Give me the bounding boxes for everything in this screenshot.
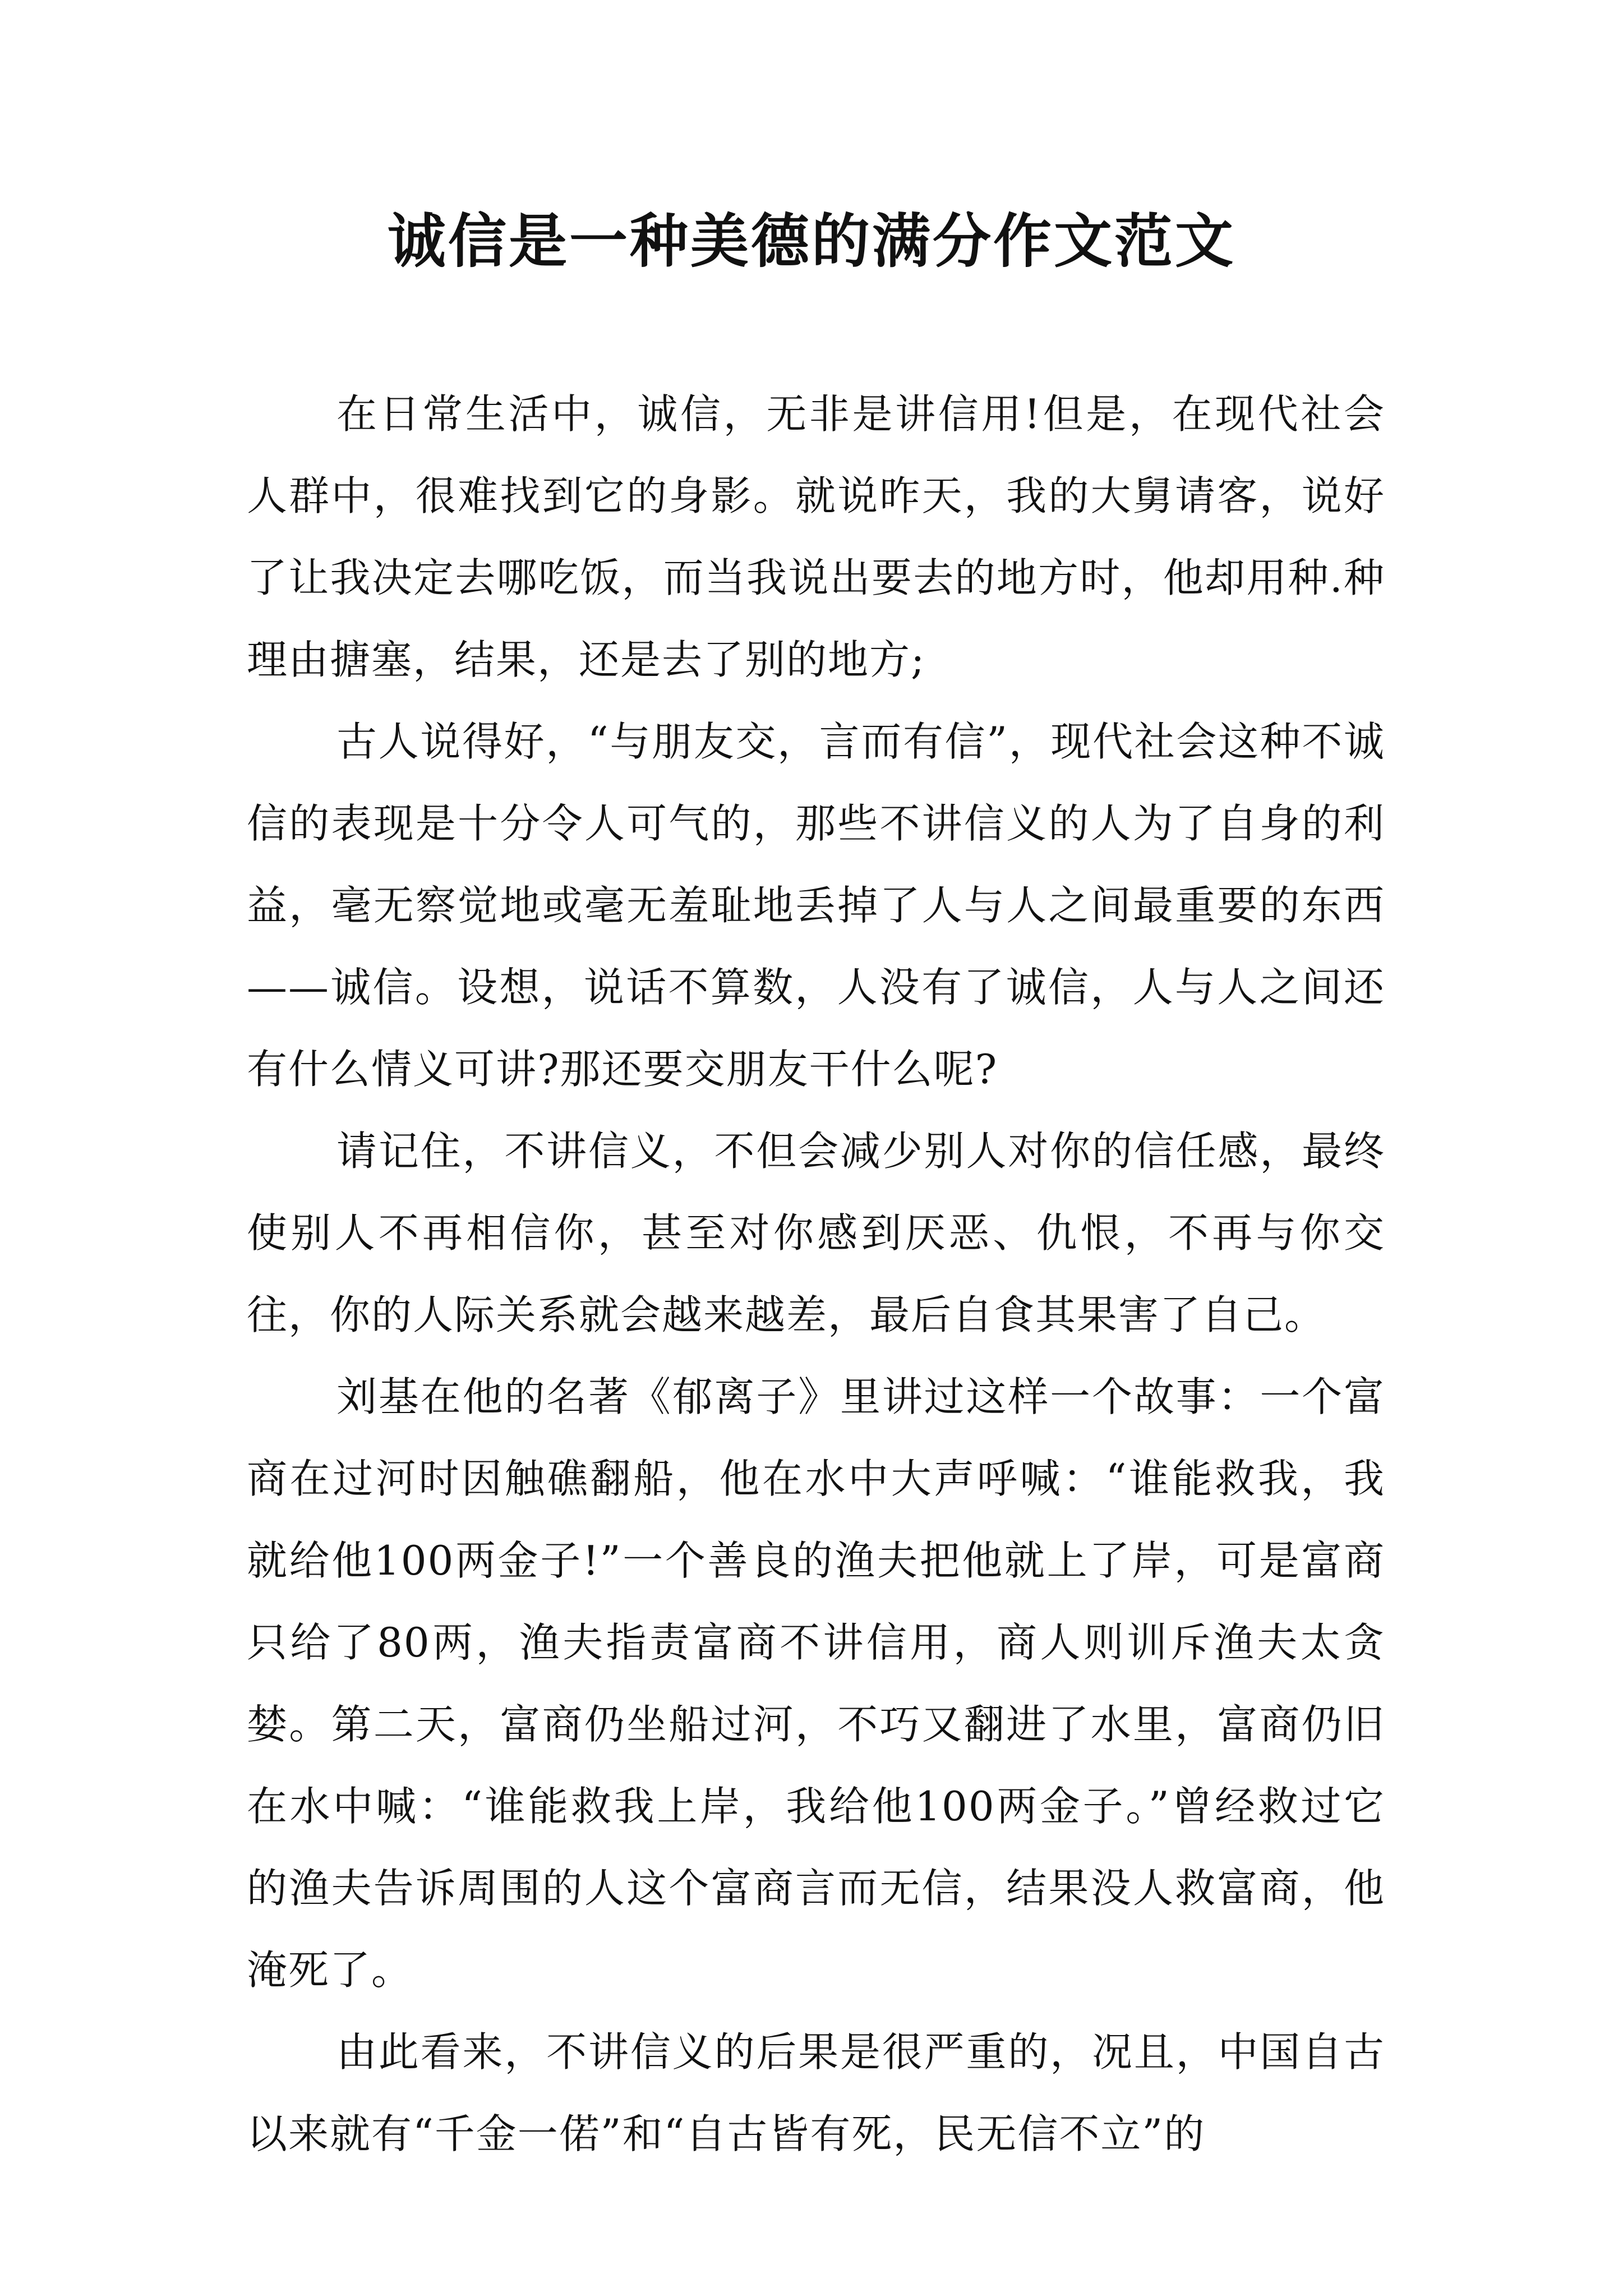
paragraph-4: 刘基在他的名著《郁离子》里讲过这样一个故事：一个富商在过河时因触礁翻船，他在水中大声呼喊：“谁能救我，我就给他100两金子!”一个善良的渔夫把他就上了岸，可是富商只给了80两，渔夫指责富商不讲信用，商人则训斥渔夫太贪婪。第二天，富商仍坐船过河，不巧又翻进了水里，富商仍旧在水中喊：“谁能救我上岸，我给他100两金子。”曾经救过它的渔夫告诉周围的人这个富商言而无信，结果没人救富商，他淹死了。 — [247, 1373, 1385, 1994]
document-body — [247, 373, 1385, 2175]
paragraph-1: 在日常生活中，诚信，无非是讲信用!但是，在现代社会人群中，很难找到它的身影。就说昨天，我的大舅请客，说好了让我决定去哪吃饭，而当我说出要去的地方时，他却用种.种理由搪塞，结果，还是去了别的地方; — [247, 390, 1385, 683]
paragraph-3: 请记住，不讲信义，不但会减少别人对你的信任感，最终使别人不再相信你，甚至对你感到厌恶、仇恨，不再与你交往，你的人际关系就会越来越差，最后自食其果害了自己。 — [247, 1128, 1385, 1338]
paragraph-5: 由此看来，不讲信义的后果是很严重的，况且，中国自古以来就有“千金一偌”和“自古皆有死，民无信不立”的 — [247, 2028, 1385, 2157]
document-title: 诚信是一种美德的满分作文范文 — [387, 207, 1235, 275]
paragraph-2: 古人说得好，“与朋友交，言而有信”，现代社会这种不诚信的表现是十分令人可气的，那些不讲信义的人为了自身的利益，毫无察觉地或毫无羞耻地丢掉了人与人之间最重要的东西——诚信。设想，说话不算数，人没有了诚信，人与人之间还有什么情义可讲?那还要交朋友干什么呢? — [247, 718, 1385, 1093]
